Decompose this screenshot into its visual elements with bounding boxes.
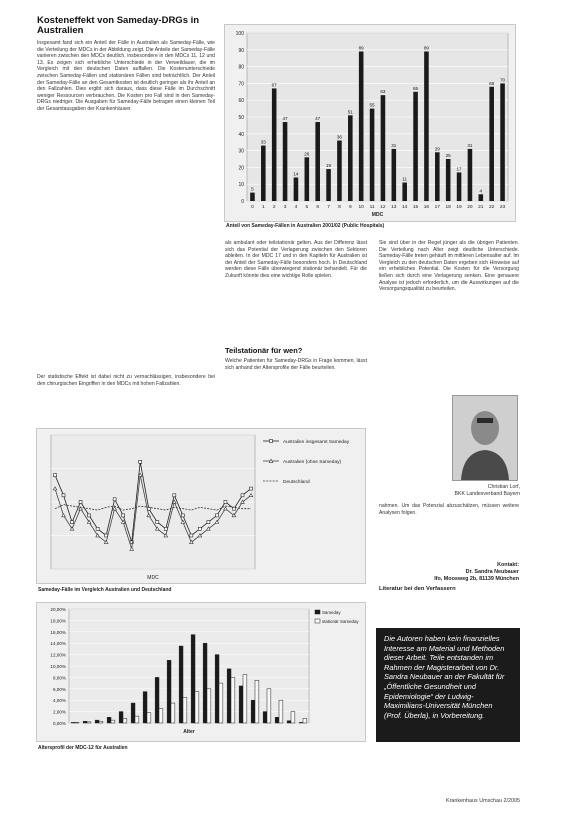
chart3-ytick-label: 18,00% xyxy=(50,618,66,624)
chart2-point xyxy=(139,460,142,463)
chart3-bar xyxy=(255,680,259,723)
chart1-xtick-label: 18 xyxy=(445,205,451,210)
chart3-bar xyxy=(71,722,75,723)
chart3-bar xyxy=(111,720,115,723)
author-photo xyxy=(452,395,518,481)
chart1-bar xyxy=(359,51,364,201)
article-heading: Kosteneffekt von Sameday-DRGs in Australien xyxy=(37,15,200,36)
column1-text-continued: Der statistische Effekt ist dabei nicht zu vernachlässigen, insbesondere bei den chirurgischen Eingriffen in den MDCs mit hohen Fallzahlen. xyxy=(37,374,215,387)
chart1-data-label: 31 xyxy=(467,142,473,148)
chart3-ytick-label: 12,00% xyxy=(50,652,66,658)
chart2-point xyxy=(198,527,201,530)
chart2-point xyxy=(173,494,176,497)
chart3-bar xyxy=(119,712,123,723)
portrait-image xyxy=(453,396,517,480)
chart3-bar xyxy=(207,689,211,723)
chart3-bar xyxy=(215,655,219,723)
chart1-bar xyxy=(489,87,494,201)
chart2-point xyxy=(215,514,218,517)
chart1-data-label: 68 xyxy=(489,80,495,86)
chart1-ytick-label: 10 xyxy=(238,182,244,189)
chart2-legend-label: Australien insgesamt Sameday xyxy=(283,440,350,445)
contact-label: Kontakt: xyxy=(497,562,519,568)
chart1-bar xyxy=(326,169,331,201)
chart3-bar xyxy=(131,703,135,723)
chart1-bar xyxy=(261,146,266,201)
chart3-bar xyxy=(87,722,91,723)
chart1-ytick-label: 100 xyxy=(235,31,244,37)
chart1-bar xyxy=(446,159,451,201)
chart1-bar xyxy=(500,83,505,201)
chart1-panel xyxy=(224,24,516,222)
chart1-ytick-label: 50 xyxy=(238,115,244,121)
chart2-point xyxy=(190,534,193,537)
chart1-xtick-label: 23 xyxy=(499,205,506,210)
chart3-bar xyxy=(227,669,231,723)
chart1-data-label: 67 xyxy=(271,82,277,88)
chart3-legend-label: stationär Sameday xyxy=(322,619,359,624)
chart1-data-label: 26 xyxy=(304,151,310,157)
chart1-xtick-label: 7 xyxy=(327,205,330,210)
chart3-bar xyxy=(203,643,207,723)
chart1-data-label: 5 xyxy=(251,186,254,192)
chart1-bar xyxy=(348,115,353,201)
chart3-bar xyxy=(231,677,235,723)
chart3-ytick-label: 8,00% xyxy=(52,675,66,681)
chart1-xtick-label: 2 xyxy=(272,205,276,210)
chart1-xtick-label: 21 xyxy=(478,205,484,210)
chart1-ytick-label: 20 xyxy=(238,165,244,172)
chart1-ytick-label: 30 xyxy=(238,148,244,155)
chart1-xtick-label: 4 xyxy=(294,205,298,210)
contact-name: Dr. Sandra Neubauer xyxy=(465,568,519,575)
chart1-data-label: 65 xyxy=(413,85,419,91)
chart2-point xyxy=(122,514,125,517)
chart1-ytick-label: 40 xyxy=(238,131,244,138)
chart1-bar xyxy=(468,149,473,201)
chart2-panel xyxy=(36,428,366,584)
chart3-panel xyxy=(36,602,366,742)
chart3-bar xyxy=(299,722,303,723)
chart1-data-label: 19 xyxy=(326,163,332,169)
chart2-caption: Sameday-Fälle im Vergleich Australien und Deutschland xyxy=(38,587,172,593)
chart1-xtick-label: 17 xyxy=(434,205,440,210)
chart1-ytick-label: 60 xyxy=(238,98,244,105)
chart1-data-label: 36 xyxy=(336,134,342,140)
chart2-point xyxy=(250,487,253,490)
chart1-bar xyxy=(305,157,310,201)
chart1-xtick-label: 11 xyxy=(369,205,375,210)
chart2-point xyxy=(207,521,210,524)
author-info-box: Die Autoren haben kein finanzielles Interesse am Material und Methoden dieser Arbeit. Teile entstanden im Rahmen der Magisterarbeit von Dr. Sandra Neubauer an der Fakultät für „Öffentliche Gesundheit und Epidemiologie“ der Ludwig-Maximilians-Universität München (Prof. Überla), in Vorbereitung. xyxy=(376,628,520,742)
chart3-ytick-label: 10,00% xyxy=(50,664,66,669)
chart3-bar xyxy=(219,683,223,723)
chart3-bar xyxy=(95,720,99,723)
chart1-bar xyxy=(315,122,320,201)
chart1-ytick-label: 0 xyxy=(241,199,244,205)
chart3-ytick-label: 0,00% xyxy=(52,721,66,726)
chart1-bar xyxy=(272,88,277,201)
right-text: Sie sind über in der Regel jünger als die übrigen Patienten. Die Verteilung nach Alter zeigt deutliche Unterschiede. Sameday-Fälle treten gehäuft im mittleren Lebensalter auf. Im Vergleich zu den deutschen Daten ergeben sich Hinweise auf ein erhebliches Potential. Die Kosten für die Versorgung ließen sich durch eine Verlagerung senken. Eine genauere Analyse ist jedoch erforderlich, um die Auswirkungen auf die Versorgungsqualität zu beurteilen. xyxy=(379,240,519,293)
chart3-bar xyxy=(171,703,175,723)
chart1-xtick-label: 16 xyxy=(423,205,430,210)
chart1-data-label: 17 xyxy=(456,166,462,172)
chart1-bar xyxy=(435,152,440,201)
chart2-point xyxy=(62,494,65,497)
chart2-svg xyxy=(37,429,365,583)
chart3-bar xyxy=(251,700,255,723)
chart1-ytick-label: 90 xyxy=(238,47,244,54)
chart1-ytick-label: 70 xyxy=(238,81,244,88)
chart3-legend-swatch xyxy=(315,610,320,614)
chart1-xtick-label: 12 xyxy=(380,205,386,210)
chart1-data-label: 89 xyxy=(423,45,429,51)
chart2-legend-label: Australien (ohne Sameday) xyxy=(283,460,342,465)
chart1-x-axis-title: MDC xyxy=(371,212,384,218)
chart2-point xyxy=(96,527,99,530)
chart1-data-label: 33 xyxy=(260,139,266,145)
middle-text-2: Welche Patienten für Sameday-DRGs in Frage kommen, lässt sich anhand der Altersprofile der Fälle beurteilen. xyxy=(225,358,367,371)
chart3-bar xyxy=(123,718,127,723)
chart1-ytick-label: 80 xyxy=(238,64,244,71)
chart1-xtick-label: 22 xyxy=(489,205,495,210)
chart1-bar xyxy=(479,194,484,201)
chart1-xtick-label: 19 xyxy=(456,205,462,210)
chart1-xtick-label: 20 xyxy=(467,205,473,210)
chart1-data-label: 31 xyxy=(391,142,397,148)
chart1-bar xyxy=(424,51,429,201)
chart3-ytick-label: 14,00% xyxy=(50,641,66,647)
chart1-data-label: 4 xyxy=(479,188,483,194)
chart1-data-label: 29 xyxy=(434,146,440,152)
chart3-bar xyxy=(167,660,171,723)
chart1-data-label: 47 xyxy=(315,116,321,122)
chart1-data-label: 25 xyxy=(445,153,451,158)
chart2-legend-label: Deutschland xyxy=(283,480,310,485)
chart1-data-label: 63 xyxy=(380,89,386,95)
chart1-bar xyxy=(413,92,418,201)
chart1-bar xyxy=(337,141,342,201)
chart3-ytick-label: 16,00% xyxy=(50,629,66,635)
photo-caption xyxy=(440,484,520,497)
chart2-point xyxy=(156,521,159,524)
chart3-bar xyxy=(275,717,279,723)
chart1-bar xyxy=(402,183,407,201)
chart1-xtick-label: 3 xyxy=(283,205,287,210)
chart3-bar xyxy=(83,721,87,723)
chart3-legend-swatch xyxy=(315,619,320,623)
chart3-bar xyxy=(147,713,151,723)
right-text-2: nahmen. Um das Potenzial abzuschätzen, müssen weitere Analysen folgen. xyxy=(379,503,519,516)
photo-caption-name: Christian Lorf, xyxy=(487,484,520,490)
chart2-x-axis-title: MDC xyxy=(147,575,159,581)
chart3-bar xyxy=(135,716,139,723)
chart3-ytick-label: 4,00% xyxy=(52,698,66,704)
subhead-teilstationaer: Teilstationär für wen? xyxy=(225,346,303,355)
chart1-bar xyxy=(381,95,386,201)
chart1-xtick-label: 8 xyxy=(338,205,341,210)
chart3-bar xyxy=(179,646,183,723)
chart2-point xyxy=(79,501,82,504)
chart3-bar xyxy=(195,692,199,723)
contact-block xyxy=(379,562,519,582)
chart1-bar xyxy=(457,172,462,201)
chart1-svg xyxy=(225,25,515,221)
chart1-xtick-label: 13 xyxy=(391,205,397,210)
chart3-bar xyxy=(287,721,291,723)
chart2-point xyxy=(113,498,116,501)
chart1-xtick-label: 0 xyxy=(251,205,254,210)
chart1-data-label: 14 xyxy=(293,171,299,177)
chart1-bar xyxy=(294,177,299,201)
chart1-xtick-label: 14 xyxy=(402,205,408,210)
chart3-bar xyxy=(267,689,271,723)
chart1-xtick-label: 15 xyxy=(412,205,419,210)
chart3-bar xyxy=(107,717,111,723)
middle-text: als ambulant oder teilstationär gelten. Aus der Differenz lässt sich das Potential der Verlagerung zwischen den Sektoren ableiten. In der MDC 17 und in den Kapiteln für Australien ist der Anteil der Sameday-Fälle besonders hoch. In Deutschland werden diese Fälle überwiegend stationär behandelt. Für die Zukunft könnte dies eine wichtige Rolle spielen. xyxy=(225,240,367,279)
chart3-bar xyxy=(243,675,247,723)
chart2-point xyxy=(241,494,244,497)
chart2-point xyxy=(71,521,74,524)
chart1-data-label: 51 xyxy=(347,109,353,115)
chart1-data-label: 55 xyxy=(369,102,375,108)
chart1-bar xyxy=(283,122,288,201)
chart1-bar xyxy=(370,109,375,201)
chart3-bar xyxy=(155,677,159,723)
chart3-ytick-label: 20,00% xyxy=(50,607,66,612)
chart3-ytick-label: 6,00% xyxy=(52,686,66,692)
chart2-legend-marker xyxy=(270,440,273,443)
page-footer: Krankenhaus Umschau 2/2005 xyxy=(445,798,520,804)
chart2-point xyxy=(224,501,227,504)
chart1-bar xyxy=(392,149,397,201)
column1-text: Insgesamt fand sich ein Anteil der Fälle in Australien als Sameday-Fälle, wie die Verteilung der MDCs in der Abbildung zeigt. Die Anteile der Sameday-Fälle variieren zwischen den MDCs deutlich, insbesondere in den MDCs 11, 12 und 13. Es zeigen sich erhebliche Unterschiede in der Verweildauer, die im Vergleich mit den deutschen Daten auffallen. Die Kostenunterschiede zwischen Sameday-Fällen und stationären Fällen sind beträchtlich. Der Anteil der Sameday-Fälle an den Gesamtkosten ist deutlich geringer als ihr Anteil an den Fallzahlen. Dies ergibt sich daraus, dass diese Fälle im Durchschnitt weniger Ressourcen verbrauchen. Die Kosten pro Fall sind in den Sameday-DRGs niedriger. Die Ausgaben für Sameday-Fälle betragen einen kleinen Teil der Gesamtausgaben der Krankenhäuser. xyxy=(37,40,215,112)
chart3-bar xyxy=(183,697,187,723)
chart1-data-label: 47 xyxy=(282,116,288,122)
chart1-xtick-label: 5 xyxy=(305,205,309,210)
chart2-point xyxy=(54,474,57,477)
chart3-bar xyxy=(279,700,283,723)
chart3-legend-label: Sameday xyxy=(322,610,341,615)
chart1-xtick-label: 10 xyxy=(358,205,364,210)
chart3-bar xyxy=(263,712,267,723)
chart1-xtick-label: 6 xyxy=(316,205,320,210)
chart3-bar xyxy=(239,686,243,723)
chart3-ytick-label: 2,00% xyxy=(52,709,66,715)
chart3-bar xyxy=(303,718,307,723)
chart3-bar xyxy=(159,709,163,723)
contact-address: Ifo, Moosweg 2b, 81139 München xyxy=(434,575,519,582)
chart3-x-axis-title: Alter xyxy=(183,729,195,735)
chart3-bar xyxy=(99,721,103,723)
chart3-bar xyxy=(291,712,295,723)
chart1-caption: Anteil von Sameday-Fällen in Australien 2001/02 (Public Hospitals) xyxy=(226,223,385,229)
literature-note: Literatur bei den Verfassern xyxy=(379,586,456,592)
chart1-data-label: 89 xyxy=(358,45,364,51)
chart1-data-label: 70 xyxy=(500,77,506,83)
chart3-bar xyxy=(191,635,195,723)
chart3-bar xyxy=(143,692,147,723)
chart3-bar xyxy=(75,722,79,723)
chart1-xtick-label: 1 xyxy=(261,205,265,210)
chart3-caption: Altersprofil der MDC-12 für Australien xyxy=(38,745,128,751)
photo-caption-org: BKK Landesverband Bayern xyxy=(454,490,520,497)
chart1-xtick-label: 9 xyxy=(348,205,352,210)
chart2-point xyxy=(181,514,184,517)
chart1-bar xyxy=(250,193,255,201)
chart3-svg xyxy=(37,603,365,741)
chart2-point xyxy=(88,514,91,517)
chart1-data-label: 11 xyxy=(402,176,408,182)
